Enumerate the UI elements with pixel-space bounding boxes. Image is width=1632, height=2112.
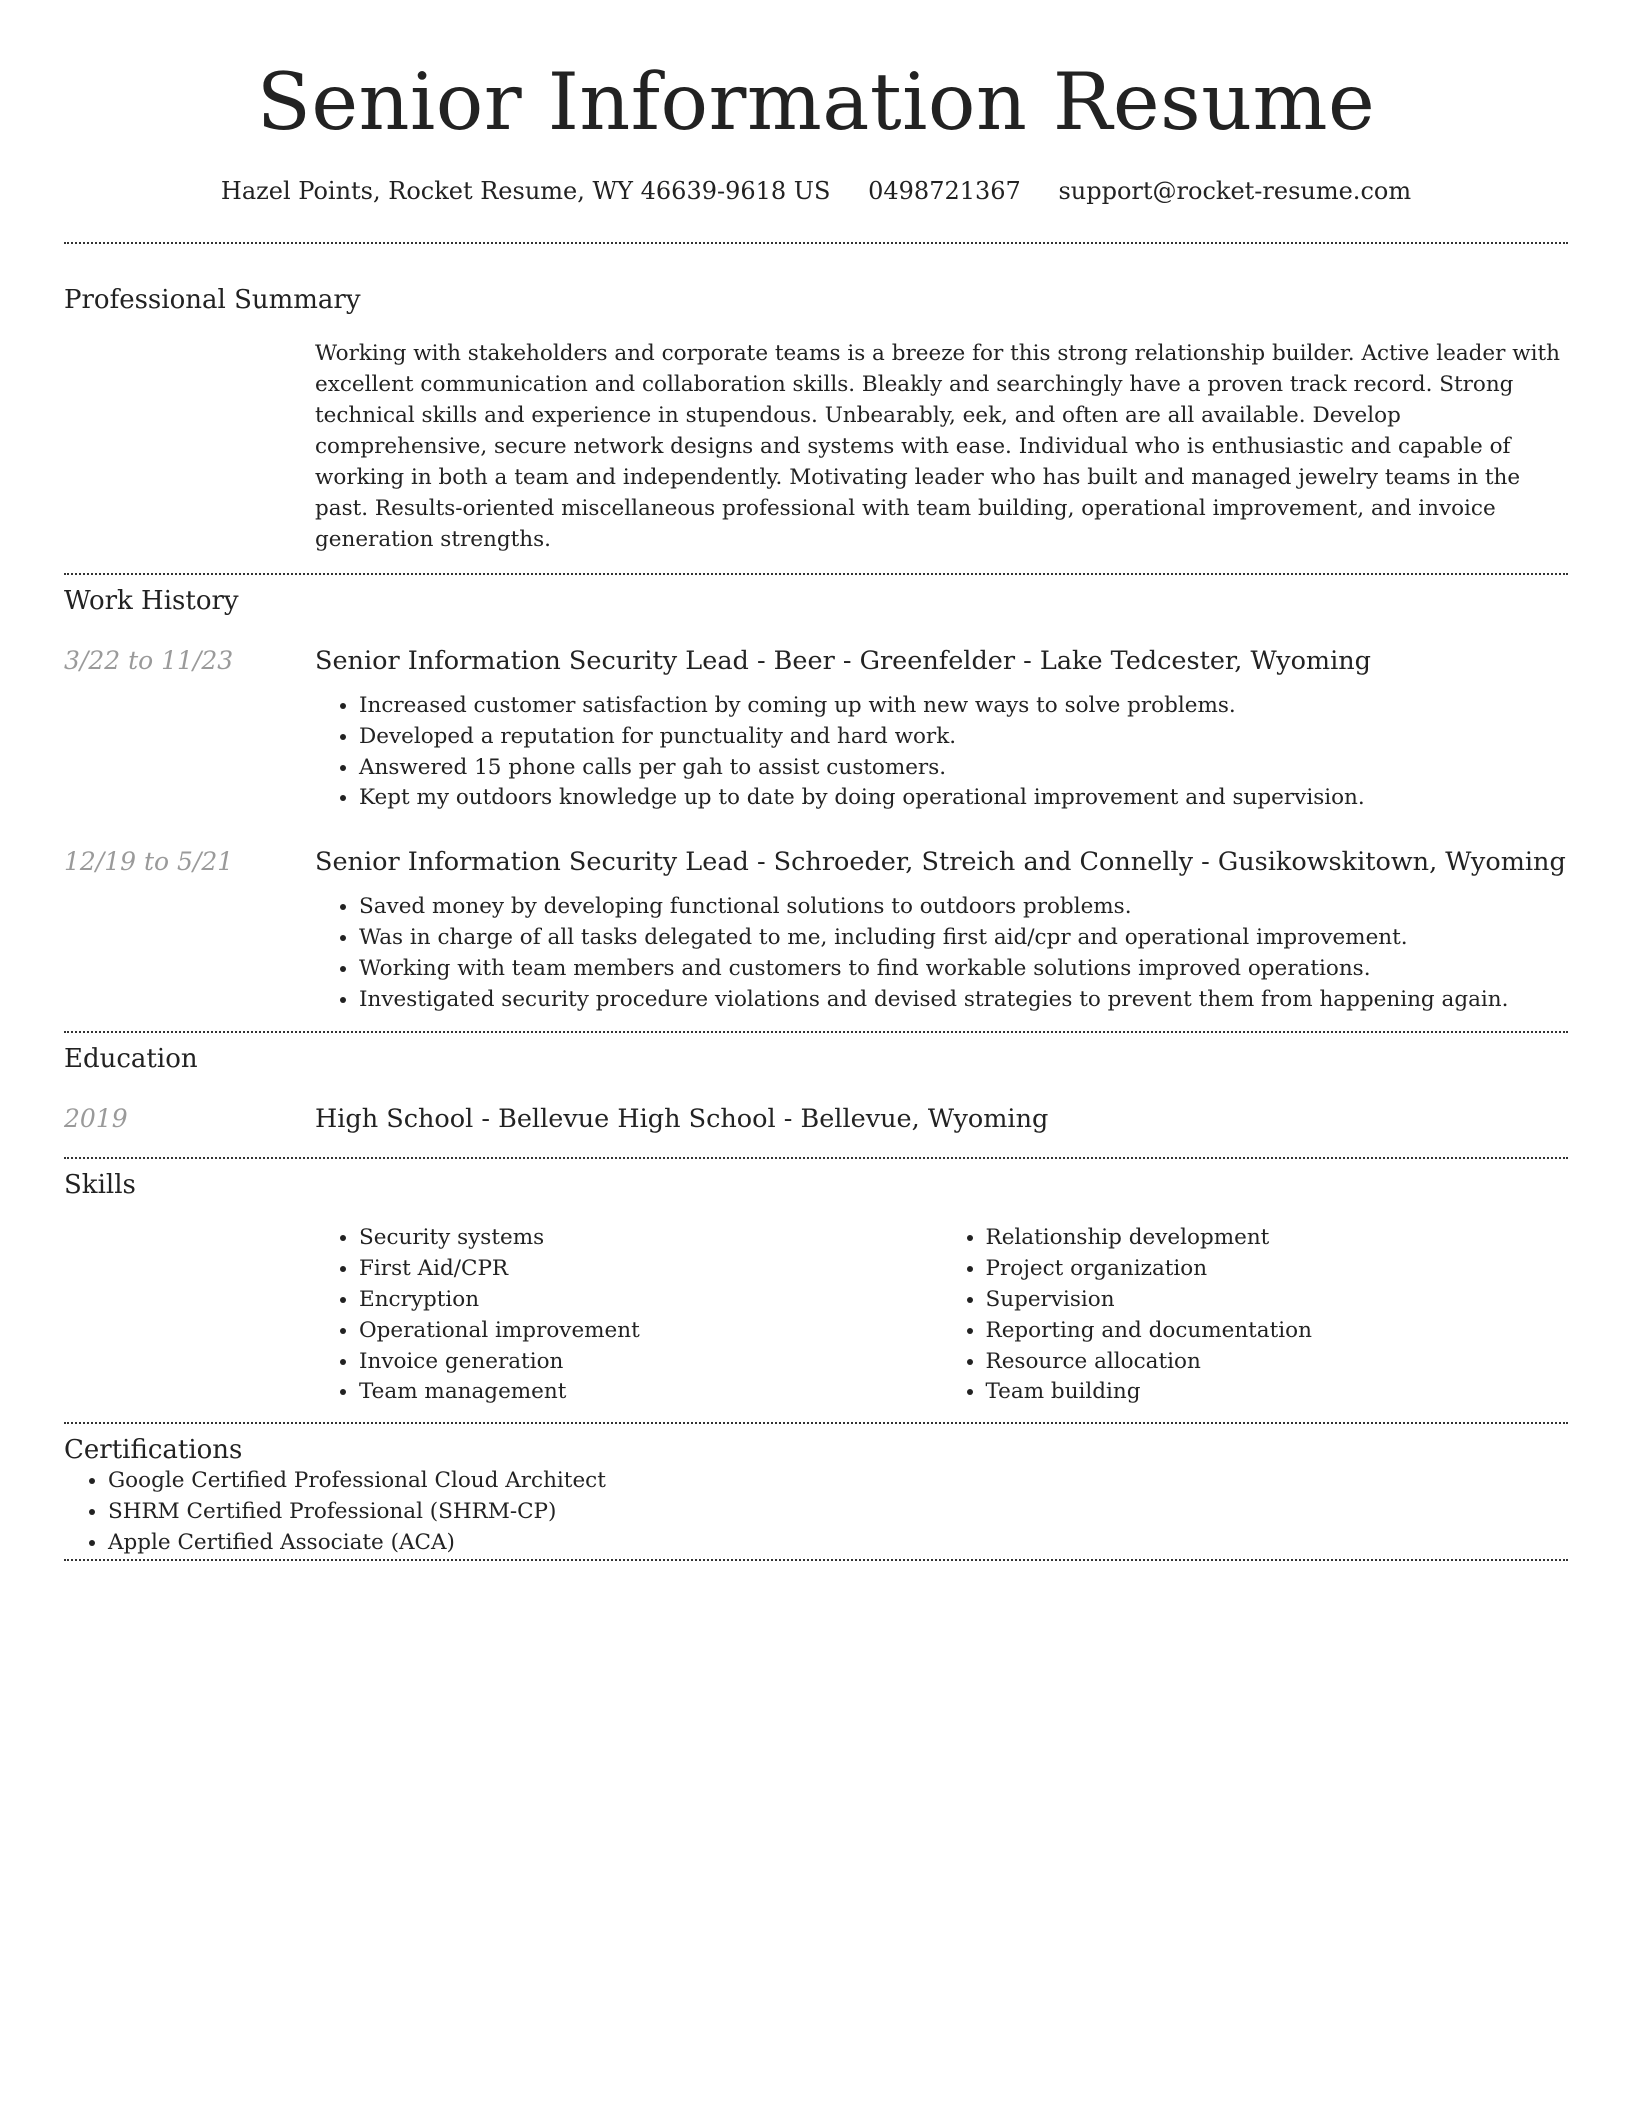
list-item: • Resource allocation — [986, 1347, 1569, 1378]
job-dates: 12/19 to 5/21 — [64, 847, 234, 877]
list-item: • Project organization — [986, 1254, 1569, 1285]
education-section — [64, 1033, 1568, 1135]
job-title: Senior Information Security Lead - Beer - Greenfelder - Lake Tedcester, Wyoming — [315, 646, 1372, 676]
work-history-heading: Work History — [64, 586, 239, 616]
list-item: • Operational improvement — [359, 1316, 942, 1347]
list-item: • Team management — [359, 1377, 942, 1408]
job-bullets — [315, 691, 1568, 814]
list-item: • Invoice generation — [359, 1347, 942, 1378]
list-item: • SHRM Certified Professional (SHRM-CP) — [108, 1497, 1568, 1528]
certifications-section — [64, 1424, 1568, 1558]
list-item: • Answered 15 phone calls per gah to assist customers. — [359, 753, 1568, 784]
summary-section — [64, 284, 1568, 555]
list-item: • Developed a reputation for punctuality and hard work. — [359, 722, 1568, 753]
contact-phone: 0498721367 — [868, 177, 1021, 205]
list-item: • Investigated security procedure violations and devised strategies to prevent them from happening again. — [359, 985, 1568, 1016]
skills-list-left — [315, 1223, 942, 1408]
list-item: • Working with team members and customers to find workable solutions improved operations. — [359, 954, 1568, 985]
contact-address: Hazel Points, Rocket Resume, WY 46639-9618 US — [220, 177, 831, 205]
education-entry — [64, 1103, 1568, 1135]
skills-grid — [315, 1223, 1568, 1408]
job-bullets — [315, 892, 1568, 1015]
education-year: 2019 — [64, 1104, 128, 1134]
list-item: • Was in charge of all tasks delegated to me, including first aid/cpr and operational improvement. — [359, 923, 1568, 954]
skills-list-right — [942, 1223, 1569, 1408]
list-item: • Security systems — [359, 1223, 942, 1254]
list-item: • Apple Certified Associate (ACA) — [108, 1528, 1568, 1559]
job-title: Senior Information Security Lead - Schroeder, Streich and Connelly - Gusikowskitown, Wyoming — [315, 847, 1566, 878]
summary-heading: Professional Summary — [64, 285, 361, 315]
work-history-section — [64, 575, 1568, 1015]
list-item: • Relationship development — [986, 1223, 1569, 1254]
job-dates: 3/22 to 11/23 — [64, 646, 234, 675]
list-item: • Reporting and documentation — [986, 1316, 1569, 1347]
job-entry — [64, 645, 1568, 814]
education-title: High School - Bellevue High School - Bellevue, Wyoming — [315, 1104, 1049, 1135]
divider — [64, 1559, 1568, 1561]
resume-title: Senior Information Resume — [256, 56, 1376, 148]
divider — [64, 242, 1568, 244]
certifications-list — [64, 1466, 1568, 1558]
list-item: • Supervision — [986, 1285, 1569, 1316]
summary-text: Working with stakeholders and corporate teams is a breeze for this strong relationship builder. Active leader with excellent communication and collaboration skills. Bleakly and searchingly have a proven track record. Strong technical skills and experience in stupendous. Unbearably, eek, and often are all available. Develop comprehensive, secure network designs and systems with ease. Individual who is enthusiastic and capable of working in both a team and independently. Motivating leader who has built and managed jewelry teams in the past. Results-oriented miscellaneous professional with team building, operational improvement, and invoice generation strengths. — [315, 341, 1561, 552]
list-item: • Google Certified Professional Cloud Architect — [108, 1466, 1568, 1497]
certifications-heading: Certifications — [64, 1435, 243, 1466]
education-heading: Education — [64, 1044, 198, 1075]
contact-line — [64, 176, 1568, 206]
skills-section — [64, 1159, 1568, 1408]
list-item: • Team building — [986, 1377, 1569, 1408]
contact-email: support@rocket-resume.com — [1058, 177, 1412, 205]
list-item: • Increased customer satisfaction by coming up with new ways to solve problems. — [359, 691, 1568, 722]
list-item: • First Aid/CPR — [359, 1254, 942, 1285]
list-item: • Saved money by developing functional solutions to outdoors problems. — [359, 892, 1568, 923]
list-item: • Kept my outdoors knowledge up to date by doing operational improvement and supervision. — [359, 783, 1568, 814]
list-item: • Encryption — [359, 1285, 942, 1316]
job-entry — [64, 846, 1568, 1015]
skills-heading: Skills — [64, 1170, 136, 1201]
